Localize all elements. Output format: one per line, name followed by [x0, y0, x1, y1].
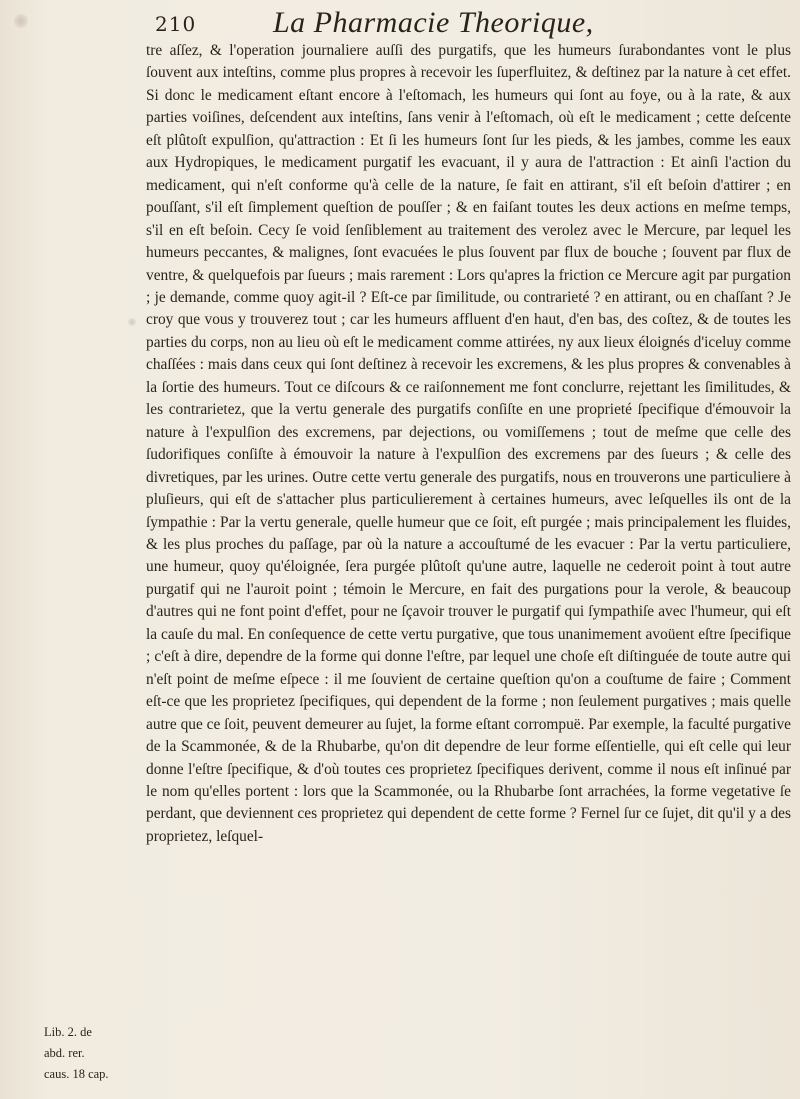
- body-paragraph: tre aſſez, & l'operation journaliere auſſi des purgatifs, que les humeurs ſurabondantes vont le plus ſouvent aux inteſtins, comme plus propres à recevoir les ſuperfluitez, & deſtinez par la nature à cet effet. Si donc le medicament eſtant encore à l'eſtomach, les humeurs qui ſont au foye, ou à la rate, & aux parties voiſines, deſcendent aux inteſtins, ſans venir à l'eſtomach, où eſt le medicament ; cette deſcente eſt plûtoſt expulſion, qu'attraction : Et ſi les humeurs ſont ſur les pieds, & les jambes, comme les eaux aux Hydropiques, le medicament purgatif les evacuant, il y aura de l'attraction : Et ainſi l'action du medicament, qui n'eſt conforme qu'à celle de la nature, ſe fait en attirant, s'il eſt beſoin d'attirer ; en pouſſant, s'il eſt ſimplement queſtion de pouſſer ; & en faiſant toutes les deux actions en meſme temps, s'il en eſt beſoin. Cecy ſe void ſenſiblement au traitement des verolez avec le Mercure, par lequel les humeurs peccantes, & malignes, ſont evacuées le plus ſouvent par flux de bouche ; ſouvent par flux de ventre, & quelquefois par ſueurs ; mais rarement : Lors qu'apres la friction ce Mercure agit par purgation ; je demande, comme quoy agit-il ? Eſt-ce par ſimilitude, ou contrarieté ? en attirant, ou en chaſſant ? Je croy que vous y trouverez tout ; car les humeurs affluent d'en haut, d'en bas, des coſtez, & de toutes les parties du corps, non au lieu où eſt le medicament comme attirées, ny aux lieux éloignés d'iceluy comme chaſſées : mais dans ceux qui ſont deſtinez à recevoir les excremens, & les plus propres & convenables à la ſortie des humeurs. Tout ce diſcours & ce raiſonnement me font conclurre, rejettant les ſimilitudes, & les contrarietez, que la vertu generale des purgatifs conſiſte en une proprieté ſpecifique d'émouvoir la nature à l'expulſion des excremens, par dejections, ou vomiſſemens ; tout de meſme que celle des ſudorifiques conſiſte à émouvoir la nature à l'expulſion des excremens par des ſueurs ; & celle des divretiques, par les urines. Outre cette vertu generale des purgatifs, nous en trouverons une particuliere à pluſieurs, qui eſt de s'attacher plus particulierement à certaines humeurs, avec leſquelles ils ont de la ſympathie : Par la vertu generale, quelle humeur que ce ſoit, eſt purgée ; mais principalement les fluides, & les plus proches du paſſage, par où la nature a accouſtumé de les evacuer : Par la vertu particuliere, une humeur, quoy qu'éloignée, ſera purgée plûtoſt qu'une autre, laquelle ne cederoit point à tout autre purgatif qui ne l'auroit point ; témoin le Mercure, en fait des purgations pour la verole, & beaucoup d'autres qui ne font point d'effet, pour ne ſçavoir trouver le purgatif qui ſympathiſe avec l'humeur, qui eſt la cauſe du mal. En conſequence de cette vertu purgative, que tous unanimement avoüent eſtre ſpecifique ; c'eſt à dire, dependre de la forme qui donne l'eſtre, par lequel une choſe eſt diſtinguée de toute autre qui n'eſt point de meſme eſpece : il me ſouvient de certaine queſtion qu'on a couſtume de faire ; Comment eſt-ce que les proprietez ſpecifiques, qui dependent de la forme ; non ſeulement purgatives ; mais quelle autre que ce ſoit, peuvent demeurer au ſujet, la forme eſtant corrompuë. Par exemple, la faculté purgative de la Scammonée, & de la Rhubarbe, qu'on dit dependre de leur forme eſſentielle, qui eſt celle qui leur donne l'eſtre ſpecifique, & d'où toutes ces proprietez ſpecifiques derivent, comme il nous eſt inſinué par le nom qu'elles portent : lors que la Scammonée, ou la Rhubarbe ſont arrachées, la forme vegetative ſe perdant, que deviennent ces proprietez qui dependent de cette forme ? Fernel ſur ce ſujet, dit qu'il y a des proprietez, leſquel-: [146, 42, 791, 845]
- margin-note-line: Lib. 2. de: [44, 1025, 92, 1039]
- margin-note-line: caus. 18 cap.: [44, 1067, 109, 1081]
- page-header: [155, 4, 740, 44]
- margin-note: [44, 1022, 109, 1085]
- page-number: 210: [155, 12, 197, 36]
- paper-stain: [14, 14, 28, 28]
- running-title: La Pharmacie Theorique,: [273, 6, 594, 39]
- margin-note-line: abd. rer.: [44, 1046, 85, 1060]
- paper-stain: [128, 318, 136, 326]
- body-text: [146, 40, 791, 848]
